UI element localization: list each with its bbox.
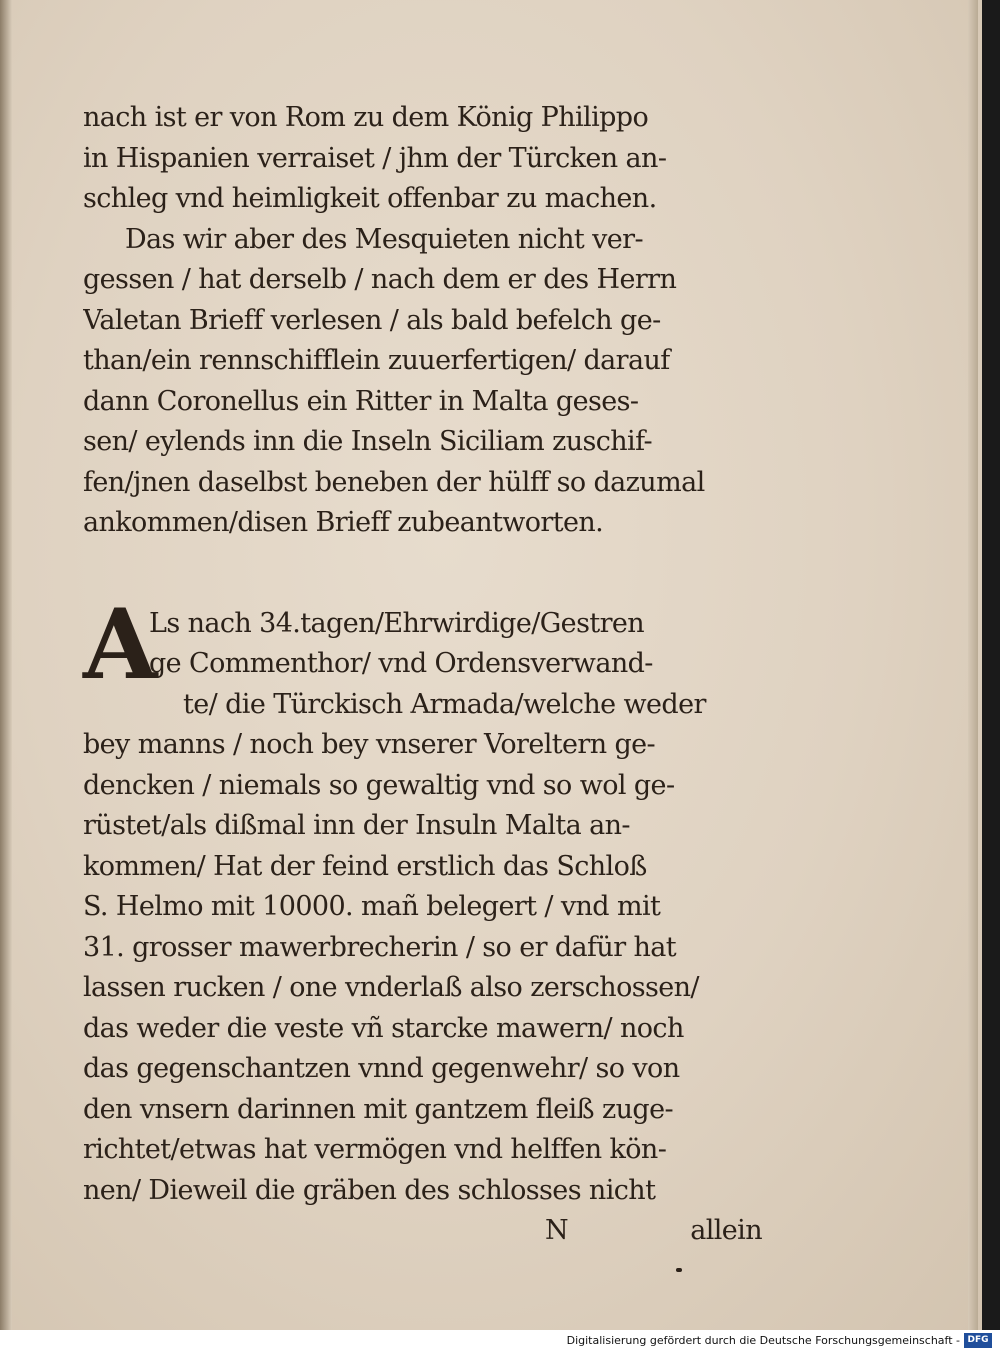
- text-line: nach ist er von Rom zu dem König Philippo: [83, 102, 649, 133]
- text-line: ge Commenthor/ vnd Ordensverwand-: [149, 648, 653, 679]
- body-text: [83, 98, 768, 1251]
- dfg-logo: DFG: [964, 1333, 992, 1348]
- page-foot: [83, 1211, 768, 1251]
- text-line: das gegenschantzen vnnd gegenwehr/ so von: [83, 1053, 680, 1084]
- initial-paragraph: [83, 587, 768, 726]
- text-line: sen/ eylends inn die Inseln Siciliam zuschif-: [83, 426, 653, 457]
- signature-mark: N: [545, 1215, 569, 1246]
- text-line: schleg vnd heimligkeit offenbar zu machen.: [83, 183, 657, 214]
- text-line: bey manns / noch bey vnserer Voreltern ge-: [83, 729, 656, 760]
- text-line: Valetan Brieff verlesen / als bald befelch ge-: [83, 304, 661, 336]
- paragraph-gap: [83, 544, 768, 604]
- decorated-initial: A: [83, 587, 157, 701]
- text-line: dann Coronellus ein Ritter in Malta geses-: [83, 385, 639, 417]
- text-line: das weder die veste vñ starcke mawern/ noch: [83, 1012, 684, 1044]
- text-line: Ls nach 34.tagen/Ehrwirdige/Gestren: [149, 607, 645, 639]
- text-line: in Hispanien verraiset / jhm der Türcken an-: [83, 142, 667, 174]
- text-line: lassen rucken / one vnderlaß also zerschossen/: [83, 972, 699, 1003]
- text-line: S. Helmo mit 10000. mañ belegert / vnd mit: [83, 891, 661, 922]
- text-line: fen/jnen daselbst beneben der hülff so dazumal: [83, 466, 705, 498]
- text-line: ankommen/disen Brieff zubeantworten.: [83, 507, 604, 538]
- text-line: 31. grosser mawerbrecherin / so er dafür hat: [83, 931, 677, 963]
- text-line: te/ die Türckisch Armada/welche weder: [183, 688, 706, 720]
- text-line: rüstet/als dißmal inn der Insuln Malta an-: [83, 810, 630, 841]
- text-line: Das wir aber des Mesquieten nicht ver-: [125, 223, 643, 255]
- text-line: kommen/ Hat der feind erstlich das Schloß: [83, 850, 647, 882]
- page-gutter: [0, 0, 12, 1330]
- text-line: gessen / hat derselb / nach dem er des Herrn: [83, 264, 677, 295]
- text-line: than/ein rennschifflein zuuerfertigen/ darauf: [83, 345, 670, 376]
- page-fore-edge: [968, 0, 978, 1330]
- text-line: den vnsern darinnen mit gantzem fleiß zuge-: [83, 1093, 673, 1125]
- text-line: nen/ Dieweil die gräben des schlosses nicht: [83, 1174, 656, 1206]
- catchword: allein: [690, 1215, 762, 1246]
- text-line: dencken / niemals so gewaltig vnd so wol ge-: [83, 769, 675, 801]
- ink-dot: [676, 1268, 682, 1272]
- text-line: richtet/etwas hat vermögen vnd helffen kön-: [83, 1134, 667, 1165]
- funding-credit: Digitalisierung gefördert durch die Deutsche Forschungsgemeinschaft -: [566, 1334, 960, 1347]
- scan-border: [982, 0, 1000, 1330]
